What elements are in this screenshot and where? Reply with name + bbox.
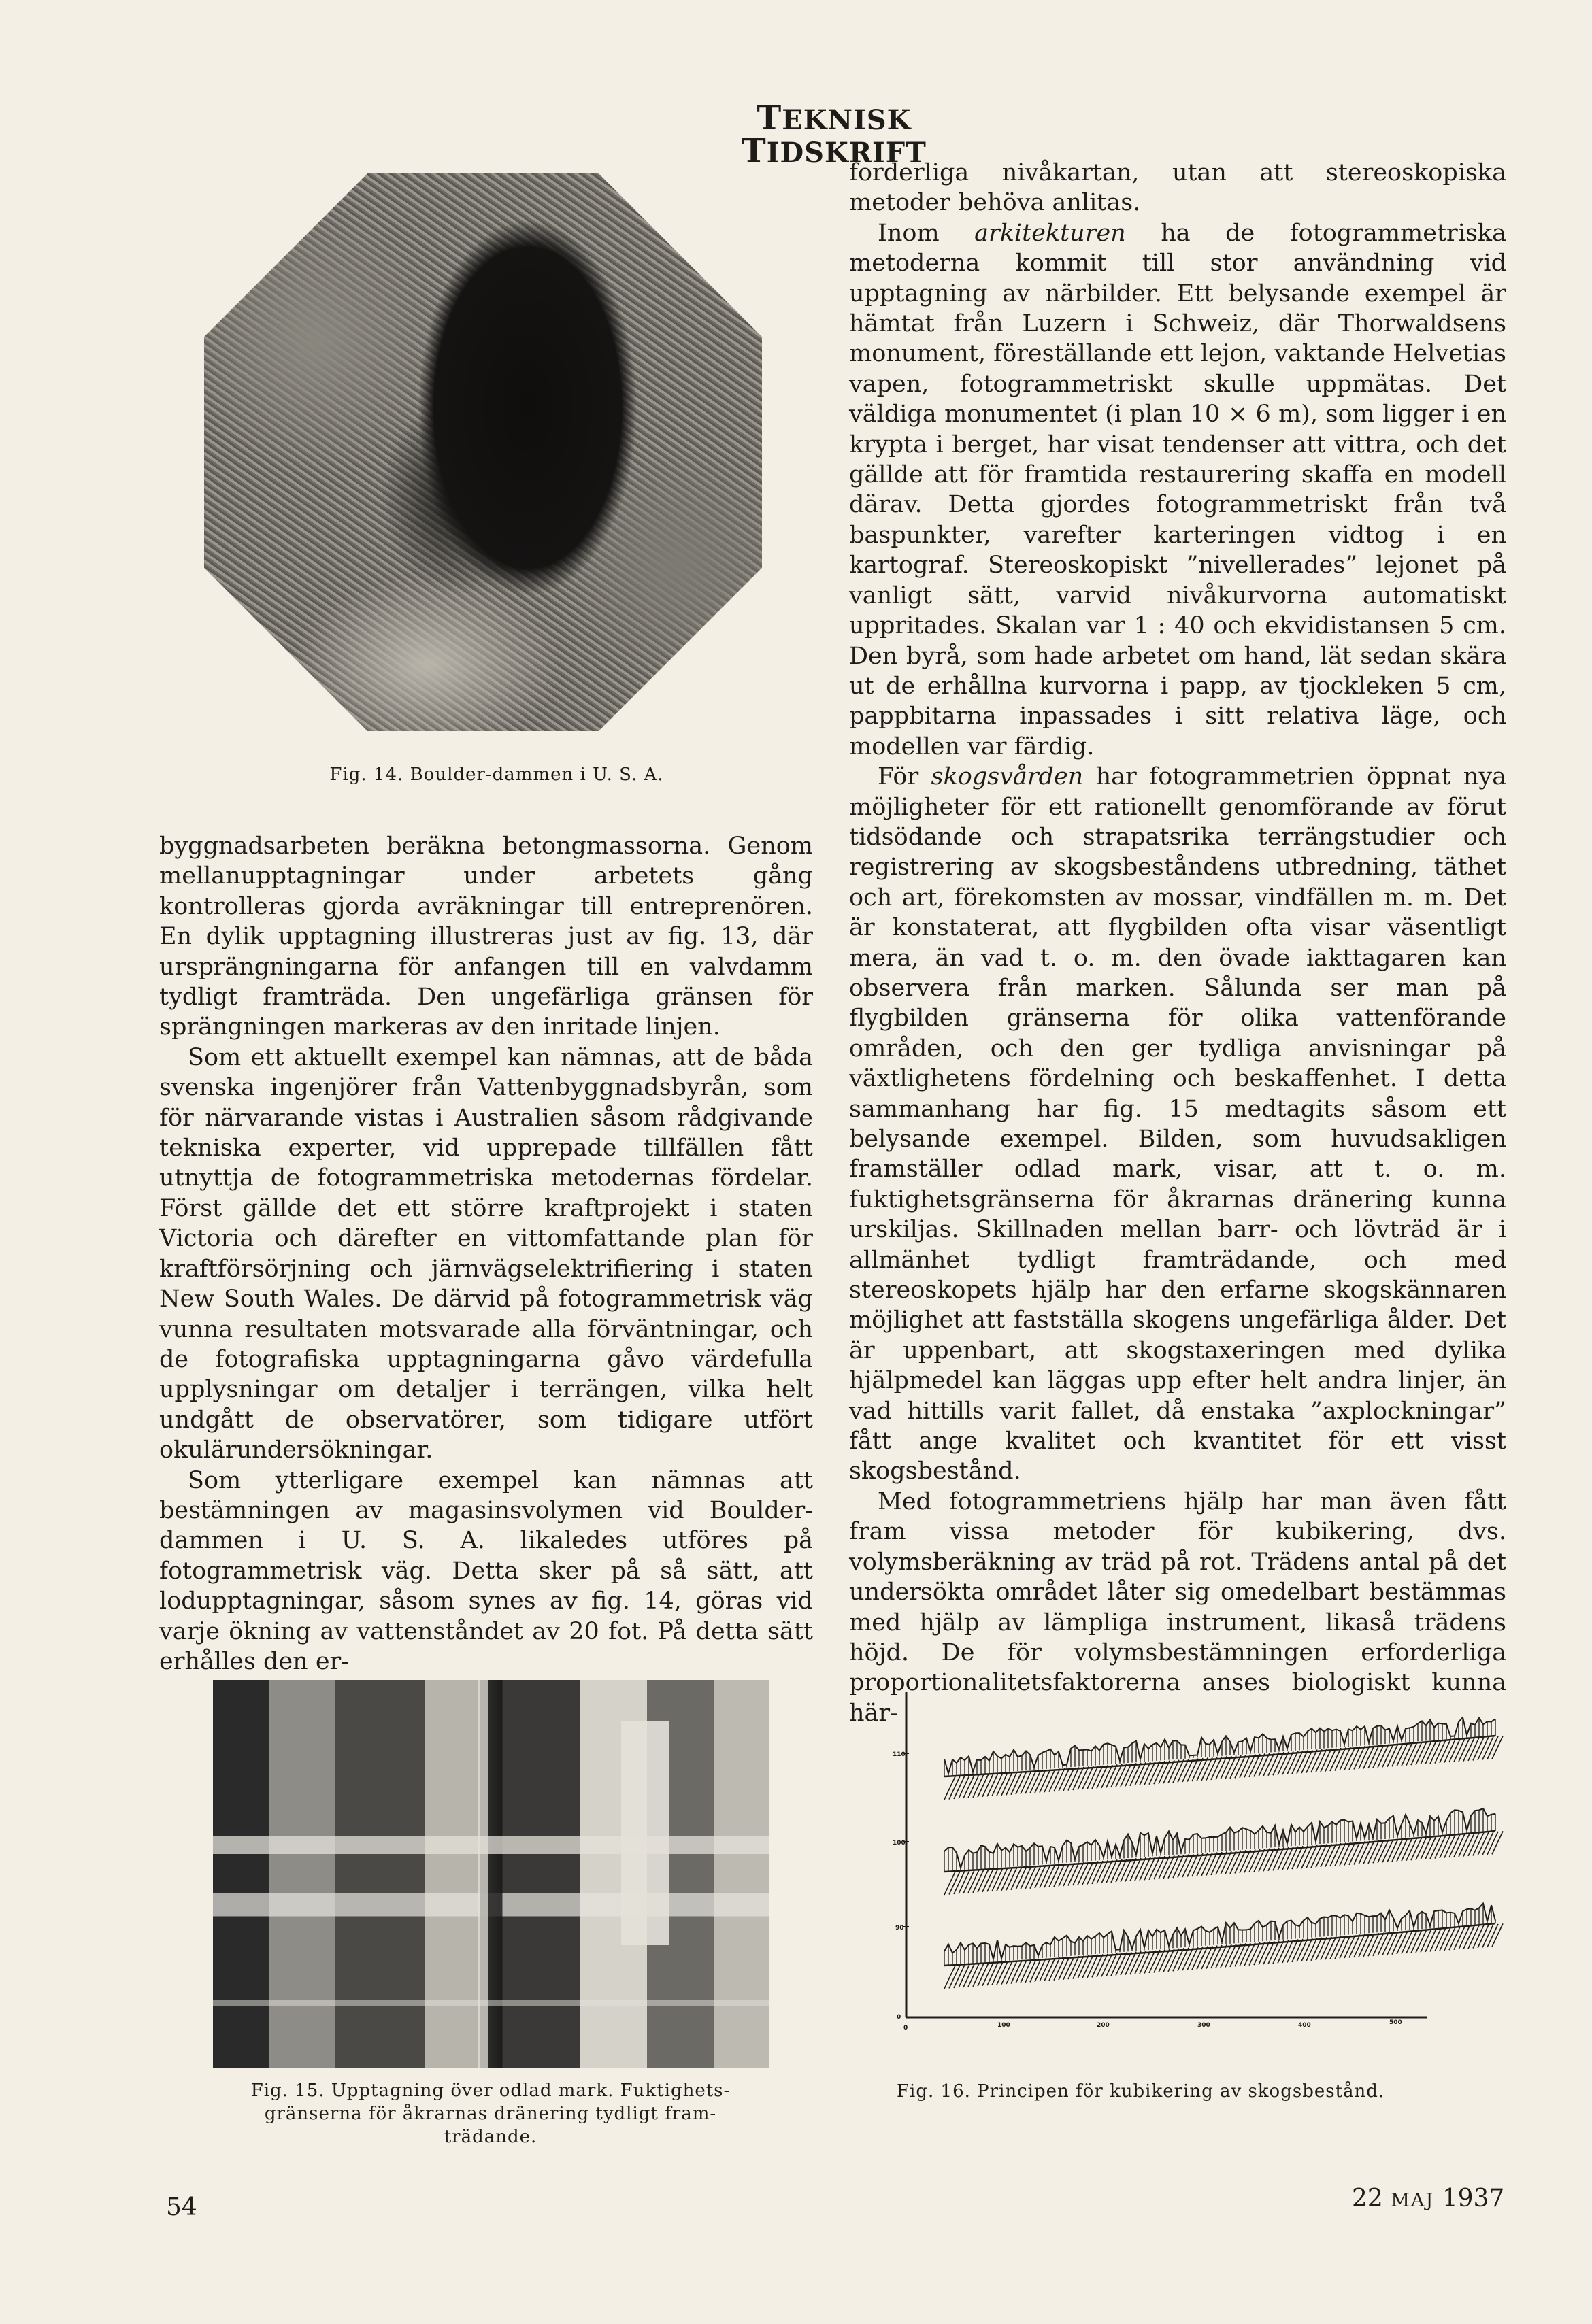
paragraph: byggnadsarbeten beräkna betongmassorna. Genom mellanupptagningar under arbetets gång kontrolleras gjorda avräkningar till entreprenören. En dylik upptagning illustreras just av fig. 13, där ursprängningarna för anfangen till en valvdamm tydligt framträda. Den ungefärliga gränsen för sprängningen markeras av den inritade linjen. <box>159 832 813 1041</box>
paragraph: forderliga nivåkartan, utan att stereoskopiska metoder behöva anlitas. <box>849 159 1506 217</box>
date-day: 22 <box>1352 2185 1383 2212</box>
paragraph: Med fotogrammetriens hjälp har man även fått fram vissa metoder för kubikering, dvs. volymsberäkning av träd på rot. Trädens antal på det undersökta området låter sig omedelbart bestämmas med hjälp av lämpliga instrument, likaså trädens höjd. De för volymsbestämningen erforderliga proportionalitetsfaktorerna anses biologiskt kunna här- <box>849 1487 1506 1727</box>
emphasis: arkitekturen <box>974 219 1126 247</box>
date-year: 1937 <box>1442 2185 1505 2212</box>
x-tick-label: 300 <box>1197 2022 1210 2029</box>
x-tick-label: 100 <box>997 2022 1010 2029</box>
paragraph <box>849 218 1506 762</box>
x-tick-label: 200 <box>1097 2022 1110 2029</box>
y-tick-label: 0 <box>897 2014 901 2021</box>
fig16-caption: Fig. 16. Principen för kubikering av skogsbestånd. <box>897 2081 1385 2102</box>
tree-profile-band <box>944 1808 1503 1895</box>
caption-line: gränserna för åkrarnas dränering tydligt fram- <box>264 2104 717 2124</box>
x-tick-label: 0 <box>903 2025 908 2032</box>
right-column <box>849 158 1506 1728</box>
caption-line: Fig. 15. Upptagning över odlad mark. Fuktighets- <box>250 2081 731 2101</box>
fig14-caption: Fig. 14. Boulder-dammen i U. S. A. <box>329 764 664 785</box>
fig15-cultivated-land-photo <box>213 1680 769 2068</box>
title-word: IDSKRIFT <box>766 137 927 169</box>
text-run: ha de fotogrammetriska metoderna kommit till stor användning vid upptagning av närbilder. Ett belysande exempel är hämtat från Luzern i Schweiz, där Thorwaldsens monument, föreställande ett lejon, vaktande Helvetias vapen, fotogrammetriskt skulle uppmätas. Det väldiga monumentet (i plan 10 × 6 m), som ligger i en krypta i berget, har visat tendenser att vittra, och det gällde att för framtida restaurering skaffa en modell därav. Detta gjordes fotogrammetriskt från två baspunkter, varefter karteringen vidtog i en kartograf. Stereoskopiskt ”nivellerades” lejonet på vanligt sätt, varvid nivåkurvorna automatiskt uppritades. Skalan var 1 : 40 och ekvidistansen 5 cm. Den byrå, som hade arbetet om hand, lät sedan skära ut de erhållna kurvorna i papp, av tjockleken 5 cm, pappbitarna inpassades i sitt relativa läge, och modellen var färdig. <box>849 219 1506 760</box>
fig16-diagram <box>893 1687 1509 2074</box>
y-tick-label: 90 <box>895 1925 904 1932</box>
text-run: har fotogrammetrien öppnat nya möjligheter för ett rationellt genomförande av förut tidsödande och strapatsrika terrängstudier och registrering av skogsbeståndens utbredning, täthet och art, förekomsten av mossar, vindfällen m. m. Det är konstaterat, att flygbilden ofta visar väsentligt mera, än vad t. o. m. den övade iakttagaren kan observera från marken. Sålunda ser man på flygbilden gränserna för olika vattenförande områden, och den ger tydliga anvisningar på växtlighetens fördelning och beskaffenhet. I detta sammanhang har fig. 15 medtagits såsom ett belysande exempel. Bilden, som huvudsakligen framställer odlad mark, visar, att t. o. m. fuktighetsgränserna för åkrarnas dränering kunna urskiljas. Skillnaden mellan barr- och lövträd är i allmänhet tydligt framträdande, och med stereoskopets hjälp har den erfarne skogskännaren möjlighet att fastställa skogens ungefärliga ålder. Det är uppenbart, att skogstaxeringen med dylika hjälpmedel kan läggas upp efter helt andra linjer, än vad hittills varit fallet, då enstaka ”axplockningar” fått ange kvalitet och kvantitet för ett visst skogsbestånd. <box>849 763 1506 1485</box>
page-number: 54 <box>166 2193 197 2221</box>
left-column <box>159 831 813 1677</box>
paragraph: Som ett aktuellt exempel kan nämnas, att de båda svenska ingenjörer från Vattenbyggnadsbyrån, som för närvarande vistas i Australien såsom rådgivande tekniska experter, vid upprepade tillfällen fått utnyttja de fotogrammetriska metodernas fördelar. Först gällde det ett större kraftprojekt i staten Victoria och därefter en vittomfattande plan för kraftförsörjning och järnvägselektrifiering i staten New South Wales. De därvid på fotogrammetrisk väg vunna resultaten motsvarade alla förväntningar, och de fotografiska upptagningarna gåvo värdefulla upplysningar om detaljer i terrängen, vilka helt undgått de observatörer, som tidigare utfört okulärundersökningar. <box>159 1043 813 1464</box>
caption-line: trädande. <box>444 2127 537 2147</box>
tree-profile-band <box>944 1717 1503 1800</box>
y-tick-label: 110 <box>893 1751 906 1758</box>
date-month: MAJ <box>1391 2190 1435 2211</box>
title-letter: T <box>742 132 767 170</box>
emphasis: skogsvården <box>931 763 1084 791</box>
tree-profile-band <box>944 1904 1503 1989</box>
y-tick-label: 100 <box>893 1840 906 1847</box>
text-run: För <box>878 763 931 791</box>
text-run: Inom <box>878 219 975 247</box>
title-letter: T <box>757 99 782 137</box>
fig14-boulder-dam-photo <box>204 173 762 731</box>
title-word: EKNISK <box>782 104 912 136</box>
fig15-caption <box>208 2079 773 2149</box>
paragraph: Som ytterligare exempel kan nämnas att bestämningen av magasinsvolymen vid Boulder-dammen i U. S. A. likaledes utföres på fotogrammetrisk väg. Detta sker på så sätt, att lodupptagningar, såsom synes av fig. 14, göras vid varje ökning av vattenståndet av 20 fot. På detta sätt erhålles den er- <box>159 1466 813 1675</box>
x-tick-label: 500 <box>1389 2019 1402 2026</box>
x-tick-label: 400 <box>1298 2022 1311 2029</box>
paragraph <box>849 762 1506 1487</box>
issue-date <box>1352 2187 1504 2211</box>
